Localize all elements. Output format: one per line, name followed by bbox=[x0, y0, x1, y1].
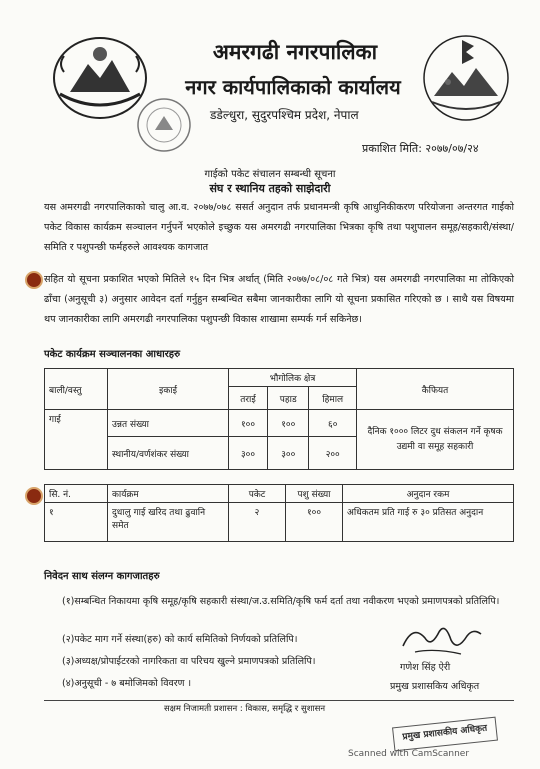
col-grant: अनुदान रकम bbox=[343, 485, 514, 503]
attachment-item: (४)अनुसूची - ७ बमोजिमको विवरण । bbox=[62, 678, 192, 689]
cell-livestock: १०० bbox=[286, 503, 343, 542]
cell-hill: ३०० bbox=[268, 437, 309, 470]
col-pocket: पकेट bbox=[229, 485, 286, 503]
punch-hole-icon bbox=[25, 271, 43, 289]
col-sn: सि. नं. bbox=[45, 485, 108, 503]
address: डडेल्धुरा, सुदुरपश्चिम प्रदेश, नेपाल bbox=[210, 108, 359, 122]
notice-paragraph-2: सहित यो सूचना प्रकाशित भएको मितिले १५ दिन भित्र अर्थात् (मिति २०७७/०८/०८ गते भित्र) यस अमरगढी नगरपालिका मा तोकिएको ढाँचा (अनुसूची ३) अनुसार आवेदन दर्ता गर्नुहुन सम्बन्धित सबैमा जानकारीका लागि यो सूचना प्रकासित गरिएको छ । साथै यस विषयमा थप जानकारीका लागि अमरगढी नगरपालिका पशुपन्छी विकास शाखामा सम्पर्क गर्न सकिनेछ। bbox=[44, 274, 514, 325]
attachment-item: (२)पकेट माग गर्ने संस्था(हरु) को कार्य समितिको निर्णयको प्रतिलिपि। bbox=[62, 634, 298, 645]
cell-program: दुधालु गाई खरिद तथा ढुवानि समेत bbox=[108, 503, 229, 542]
cell-sn: १ bbox=[45, 503, 108, 542]
section-title: पकेट कार्यक्रम सञ्चालनका आधारहरु bbox=[44, 349, 181, 360]
cell-mountain: ६० bbox=[309, 410, 357, 437]
program-table bbox=[44, 484, 514, 542]
cell-terai: ३०० bbox=[229, 437, 268, 470]
attachment-item: (१)सम्बन्धित निकायमा कृषि समूह/कृषि सहकारी संस्था/ज.उ.समिति/कृषि फर्म दर्ता तथा नवीकरण भएको प्रमाणपत्रको प्रतिलिपि। bbox=[62, 596, 500, 607]
cell-unit: उन्नत संख्या bbox=[108, 410, 229, 437]
cell-grant: अधिकतम प्रति गाई रु ३० प्रतिसत अनुदान bbox=[343, 503, 514, 542]
signatory-name: गणेश सिंह ऐरी bbox=[400, 662, 451, 673]
cell-hill: १०० bbox=[268, 410, 309, 437]
notice-paragraph-1: यस अमरगढी नगरपालिकाको चालु आ.व. २०७७/०७८ ससर्त अनुदान तर्फ प्रधानमन्त्री कृषि आधुनिकीकरण परियोजना अन्तरगत गाईको पकेट विकास कार्यक्रम सञ्चालन गर्नुपर्ने भएकोले इच्छुक यस अमरगढी नगरपालिका भित्रका कृषि तथा पशुपालन समूह/सहकारी/संस्था/समिति र पशुपन्छी फर्महरुले आवश्यक कागजात bbox=[44, 202, 514, 253]
footer-divider bbox=[44, 700, 514, 701]
signature-icon bbox=[395, 618, 485, 662]
pocket-basis-table bbox=[44, 368, 514, 470]
col-remarks: कैफियत bbox=[357, 369, 514, 410]
notice-subject: गाईको पकेट संचालन सम्बन्धी सूचना bbox=[204, 169, 336, 180]
col-program: कार्यक्रम bbox=[108, 485, 229, 503]
cell-mountain: २०० bbox=[309, 437, 357, 470]
col-hill: पहाड bbox=[268, 387, 309, 410]
scanner-watermark: Scanned with CamScanner bbox=[348, 749, 470, 759]
cell-terai: १०० bbox=[229, 410, 268, 437]
office-stamp-icon bbox=[135, 96, 193, 154]
table-row bbox=[45, 503, 514, 542]
attachment-item: (३)अध्यक्ष/प्रोपाईटरको नागरिकता वा परिचय खुल्ने प्रमाणपत्रको प्रतिलिपि। bbox=[62, 656, 316, 667]
official-stamp: प्रमुख प्रशासकीय अधिकृत bbox=[392, 717, 498, 752]
col-terai: तराई bbox=[229, 387, 268, 410]
attachments-title: निवेदन साथ संलग्न कागजातहरु bbox=[44, 571, 160, 582]
cell-remarks: दैनिक १००० लिटर दुध संकलन गर्ने कृषक उद्यमी वा समूह सहकारी bbox=[357, 410, 514, 470]
cell-unit: स्थानीय/वर्णशंकर संख्या bbox=[108, 437, 229, 470]
notice-subtitle: संघ र स्थानिय तहको साझेदारी bbox=[209, 182, 331, 195]
col-geo: भौगोलिक क्षेत्र bbox=[229, 369, 357, 387]
published-date: प्रकाशित मिति: २०७७/०७/२४ bbox=[362, 142, 479, 155]
col-livestock: पशु संख्या bbox=[286, 485, 343, 503]
municipality-logo-icon bbox=[418, 30, 514, 126]
footer-motto: सक्षम निजामती प्रशासन : विकास, समृद्धि र सुशासन bbox=[164, 704, 326, 714]
office-name: नगर कार्यपालिकाको कार्यालय bbox=[185, 75, 401, 99]
col-unit: इकाई bbox=[108, 369, 229, 410]
signatory-title: प्रमुख प्रशासकिय अधिकृत bbox=[390, 681, 480, 692]
table-row bbox=[45, 410, 514, 437]
punch-hole-icon bbox=[25, 487, 43, 505]
municipality-name: अमरगढी नगरपालिका bbox=[212, 40, 378, 64]
col-mountain: हिमाल bbox=[309, 387, 357, 410]
col-crop: बाली/वस्तु bbox=[45, 369, 108, 410]
cell-pocket: २ bbox=[229, 503, 286, 542]
cell-crop: गाई bbox=[45, 410, 108, 470]
